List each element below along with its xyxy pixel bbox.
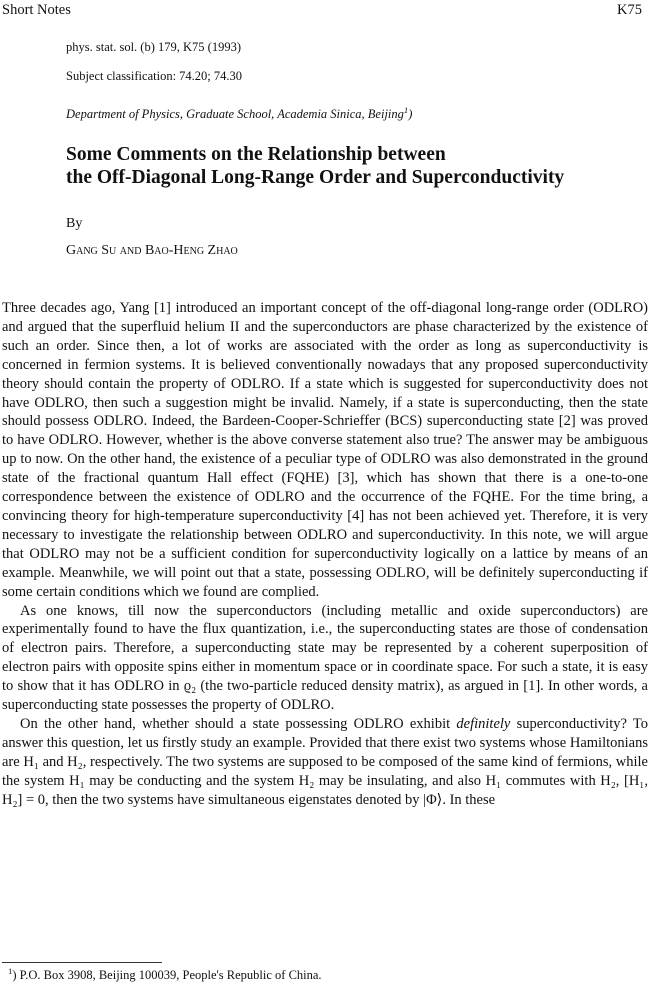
- subject-classification: Subject classification: 74.20; 74.30: [66, 69, 243, 83]
- paragraph-3: [2, 715, 648, 810]
- footnote-mark: 1: [8, 965, 13, 976]
- running-header-section: Short Notes: [2, 2, 71, 18]
- footnote-rule: [2, 962, 162, 963]
- journal-citation: phys. stat. sol. (b) 179, K75 (1993): [66, 40, 241, 54]
- paragraph-1: Three decades ago, Yang [1] introduced an important concept of the off-diagonal long-range order (ODLRO) and argued that the superfluid helium II and the superconductors are phase characterized by the existence of such an order. Since then, a lot of works are associated with the order as long as superconductivity is concerned in fermion systems. It is believed conventionally nowadays that any proposed superconductivity theory should contain the property of ODLRO. If a state which is suggested for superconductivity does not have ODLRO, then such a suggestion might be invalid. Namely, if a state is superconducting, then the state should possess ODLRO. Indeed, the Bardeen-Cooper-Schrieffer (BCS) superconducting state [2] was proved to have ODLRO. However, whether is the above converse statement also true? The answer may be ambiguous up to now. On the other hand, the existence of a peculiar type of ODLRO was also demonstrated in the ground state of the fractional quantum Hall effect (FQHE) [3], which has shown that there is a one-to-one correspondence between the existence of ODLRO and the occurrence of the FQHE. For the time bring, a convincing theory for high-temperature superconductivity [4] has not been achieved yet. Therefore, it is very necessary to investigate the relationship between ODLRO and superconductivity. In this note, we will argue that ODLRO may not be a sufficient condition for superconductivity logically on a lattice by means of an example. Meanwhile, we will point out that a state, possessing ODLRO, will be definitely superconducting if some certain conditions which we found are complied.: [2, 300, 648, 600]
- affiliation-footnote-mark: 1: [403, 104, 409, 115]
- paragraph-3-rest: superconductivity? To answer this question, let us firstly study an example. Provided that there exist two systems whose Hamiltonians are H₁ and H₂, respectively. The two systems are supposed to be composed of the same kind of fermions, while the system H₁ may be conducting and the system H₂ may be insulating, and also H₁ commutes with H₂, [H₁, H₂] = 0, then the two systems have simultaneous eigenstates denoted by |Φ⟩. In these: [2, 715, 648, 808]
- affiliation-closing: ): [408, 107, 413, 121]
- paragraph-2: As one knows, till now the superconductors (including metallic and oxide superconductors) are experimentally found to have the flux quantization, i.e., the superconducting states are those of condensation of electron pairs. Therefore, a superconducting state may be represented by a coherent superposition of electron pairs with opposite spins either in momentum space or in coordinate space. For such a state, it is easy to show that it has ODLRO in ϱ₂ (the two-particle reduced density matrix), as argued in [1]. In other words, a superconducting state possesses the property of ODLRO.: [2, 602, 648, 714]
- page-number: K75: [617, 2, 642, 18]
- title-line-1: Some Comments on the Relationship between: [66, 144, 446, 165]
- paper-title: [66, 143, 626, 189]
- article-body: [2, 299, 648, 809]
- paragraph-3-start: On the other hand, whether should a state possessing ODLRO exhibit: [20, 715, 457, 732]
- affiliation-text: Department of Physics, Graduate School, Academia Sinica, Beijing: [66, 107, 404, 121]
- paragraph-3-emphasis: definitely: [456, 715, 511, 732]
- title-line-2: the Off-Diagonal Long-Range Order and Superconductivity: [66, 167, 565, 188]
- authors: Gang Su and Bao-Heng Zhao: [66, 243, 238, 258]
- footnote: [8, 965, 322, 983]
- footnote-text: ) P.O. Box 3908, Beijing 100039, People's Republic of China.: [12, 968, 322, 982]
- affiliation: [66, 104, 413, 122]
- byline-by: By: [66, 216, 83, 231]
